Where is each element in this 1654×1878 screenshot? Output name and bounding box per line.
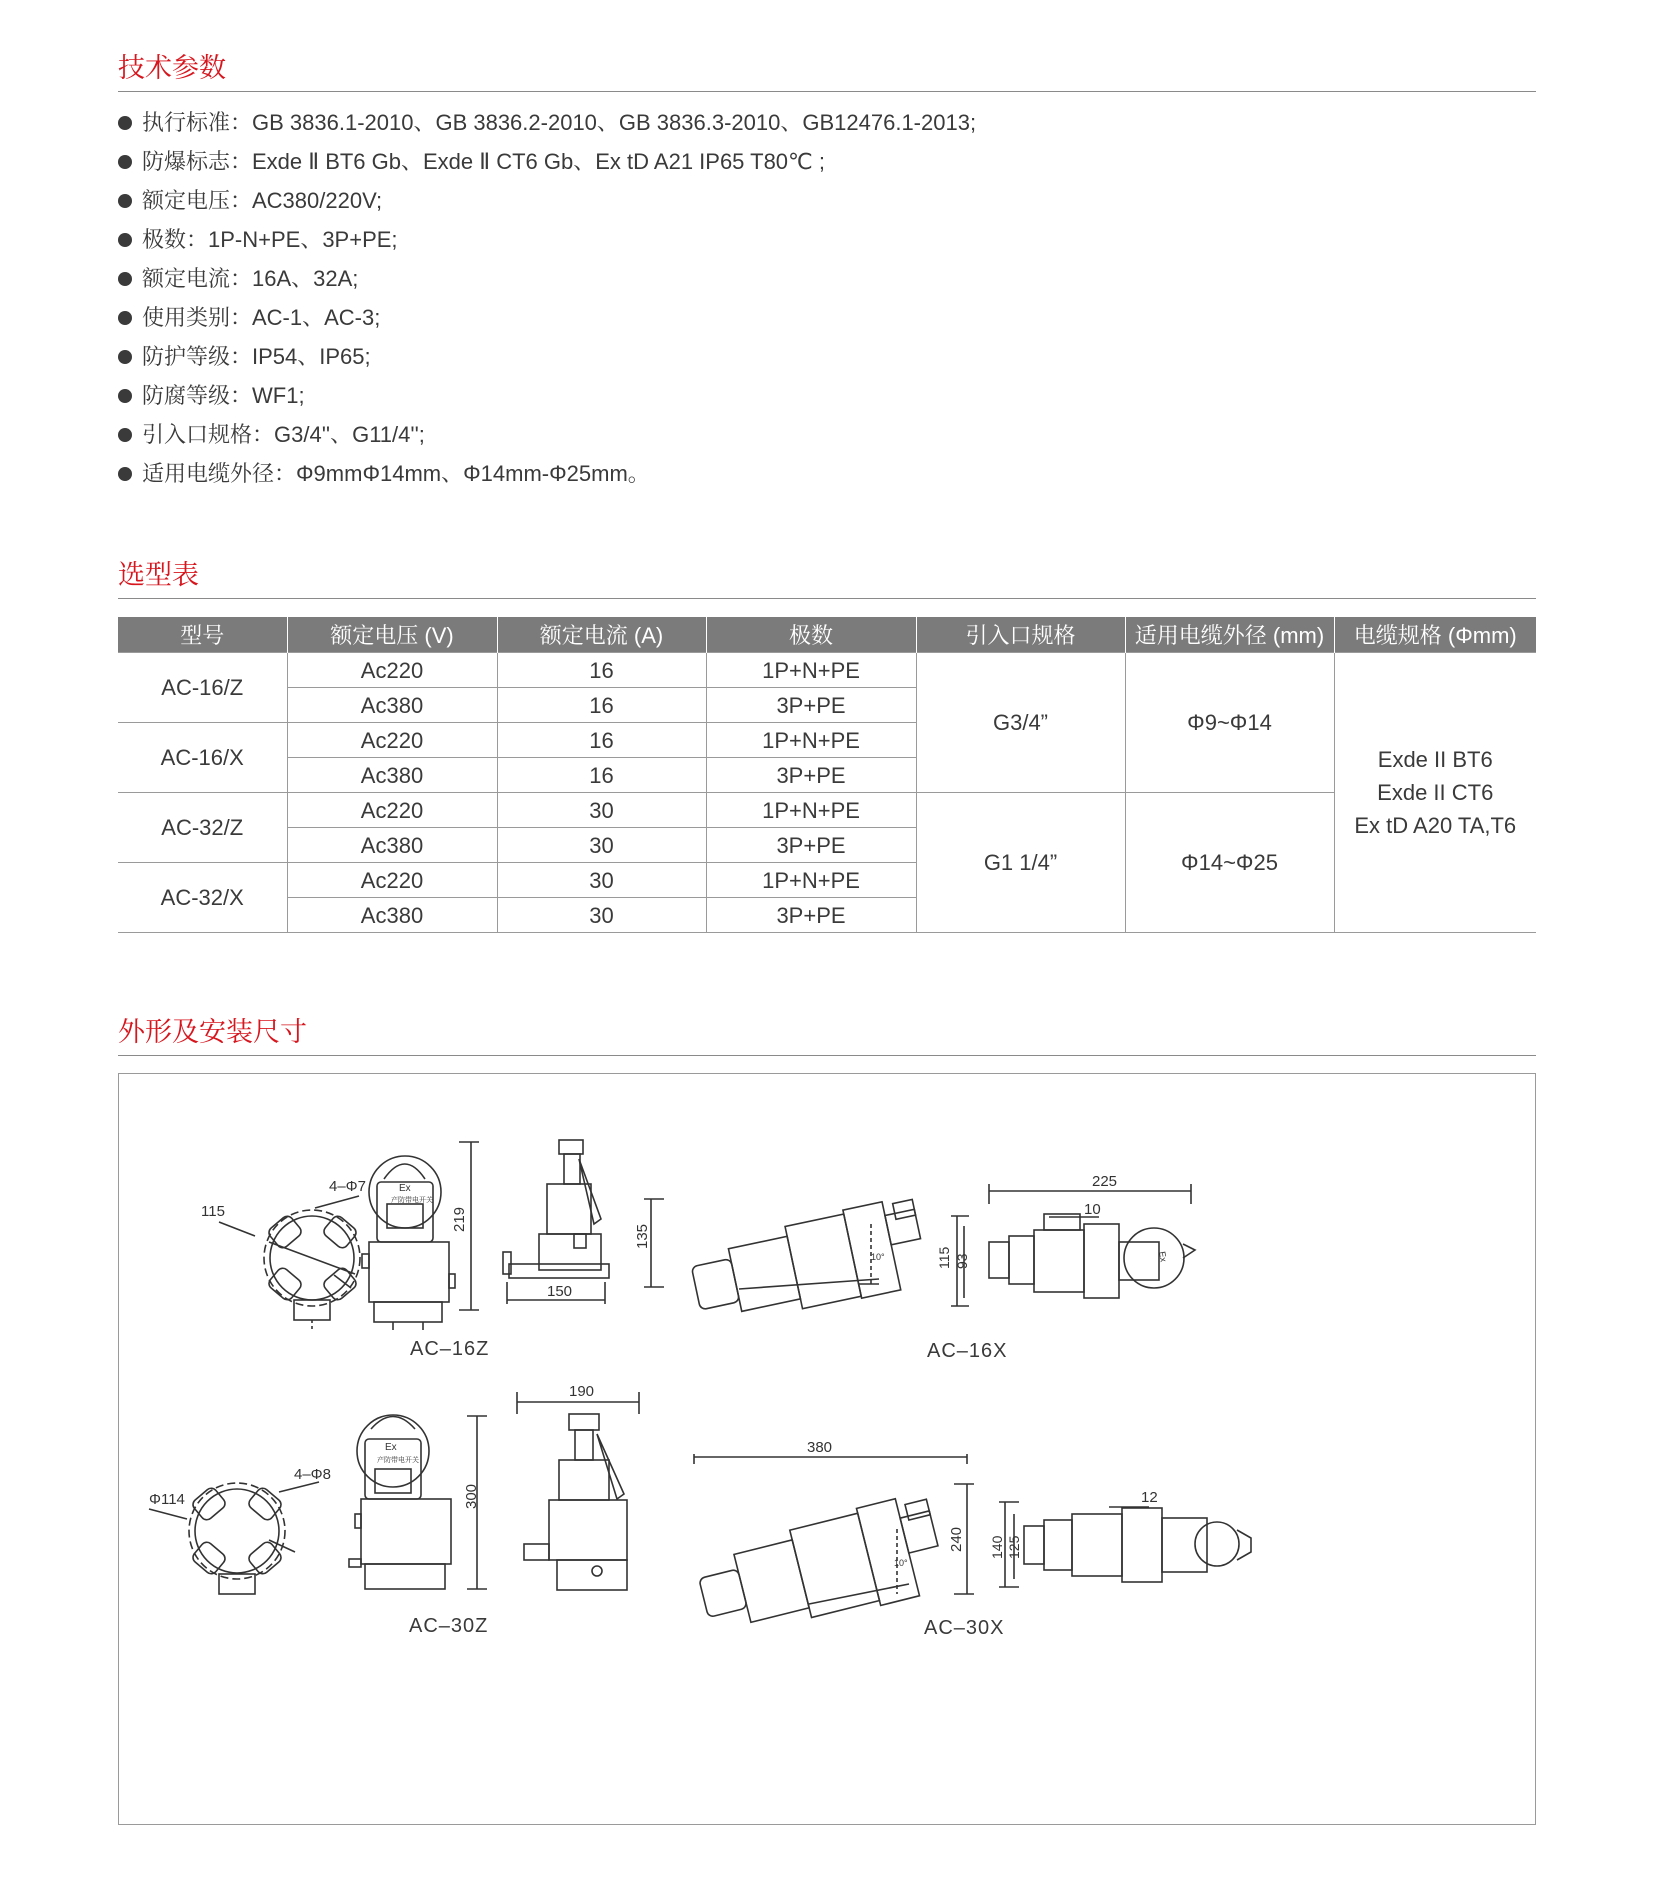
dim-label: 240 — [948, 1526, 965, 1552]
ac30z-side-view — [517, 1383, 639, 1590]
ac30z-front-view — [349, 1415, 487, 1589]
bullet-icon — [118, 467, 132, 481]
table-row — [118, 793, 1536, 828]
header-cable-od: 适用电缆外径 (mm) — [1125, 617, 1334, 653]
bullet-icon — [118, 155, 132, 169]
spec-item: 极数：1P-N+PE、3P+PE; — [118, 220, 976, 259]
model-label-ac16z: AC–16Z — [410, 1338, 490, 1360]
dim-label: 115 — [936, 1246, 952, 1269]
spec-item: 额定电流：16A、32A; — [118, 259, 976, 298]
cable-spec-line: Exde II BT6 — [1377, 747, 1493, 772]
tech-params-title: 技术参数 — [118, 46, 1536, 92]
voltage-cell: Ac220 — [287, 793, 497, 828]
voltage-cell: Ac380 — [287, 688, 497, 723]
header-inlet: 引入口规格 — [916, 617, 1125, 653]
ac30z-installed-view — [692, 1439, 974, 1647]
current-cell: 30 — [497, 898, 706, 933]
dim-label: 115 — [201, 1203, 225, 1220]
ac30z-flange-view — [149, 1466, 331, 1594]
header-voltage: 额定电压 (V) — [287, 617, 497, 653]
model-cell: AC-16/Z — [118, 653, 287, 723]
poles-cell: 1P+N+PE — [706, 723, 916, 758]
voltage-cell: Ac220 — [287, 863, 497, 898]
inlet-cell: G1 1/4” — [916, 793, 1125, 933]
current-cell: 16 — [497, 758, 706, 793]
voltage-cell: Ac380 — [287, 828, 497, 863]
dim-label: 10 — [1084, 1201, 1101, 1218]
nameplate-ex: Ex — [1157, 1250, 1169, 1263]
current-cell: 30 — [497, 828, 706, 863]
poles-cell: 1P+N+PE — [706, 653, 916, 688]
header-cable-spec: 电缆规格 (Φmm) — [1334, 617, 1536, 653]
voltage-cell: Ac220 — [287, 723, 497, 758]
nameplate-text: 产防带电开关 — [377, 1457, 419, 1464]
spec-item: 防护等级：IP54、IP65; — [118, 337, 976, 376]
ac16z-front-view — [362, 1142, 479, 1330]
dim-label: 190 — [569, 1383, 595, 1400]
dim-label: 125 — [1006, 1535, 1022, 1559]
model-cell: AC-32/Z — [118, 793, 287, 863]
header-current: 额定电流 (A) — [497, 617, 706, 653]
nameplate-ex: Ex — [385, 1442, 397, 1453]
spec-item: 执行标准：GB 3836.1-2010、GB 3836.2-2010、GB 3836.3-2010、GB12476.1-2013; — [118, 103, 976, 142]
spec-item: 使用类别：AC-1、AC-3; — [118, 298, 976, 337]
poles-cell: 3P+PE — [706, 828, 916, 863]
poles-cell: 3P+PE — [706, 758, 916, 793]
ac16x-top-view — [936, 1173, 1195, 1306]
model-label-ac30x: AC–30X — [924, 1617, 1005, 1639]
current-cell: 16 — [497, 688, 706, 723]
spec-item: 额定电压：AC380/220V; — [118, 181, 976, 220]
poles-cell: 3P+PE — [706, 898, 916, 933]
ac30x-top-view — [989, 1489, 1251, 1587]
voltage-cell: Ac380 — [287, 898, 497, 933]
bullet-icon — [118, 311, 132, 325]
angle-label: 10° — [894, 1558, 908, 1568]
current-cell: 16 — [497, 653, 706, 688]
spec-item: 防腐等级：WF1; — [118, 376, 976, 415]
spec-item: 防爆标志：Exde Ⅱ BT6 Gb、Exde Ⅱ CT6 Gb、Ex tD A21 IP65 T80℃ ; — [118, 142, 976, 181]
cable-spec-line: Ex tD A20 TA,T6 — [1354, 813, 1517, 838]
model-cell: AC-16/X — [118, 723, 287, 793]
technical-drawings — [119, 1074, 1535, 1824]
model-label-ac16x: AC–16X — [927, 1340, 1008, 1362]
cable-spec-line: Exde II CT6 — [1377, 780, 1494, 805]
model-label-ac30z: AC–30Z — [409, 1615, 489, 1637]
dim-label: 93 — [954, 1253, 970, 1269]
angle-label: 10° — [871, 1252, 885, 1262]
nameplate-text: 产防带电开关 — [391, 1197, 433, 1204]
dim-label: 300 — [463, 1483, 480, 1509]
bullet-icon — [118, 272, 132, 286]
voltage-cell: Ac220 — [287, 653, 497, 688]
dimensions-title: 外形及安装尺寸 — [118, 1010, 1536, 1056]
ac16z-installed-view — [634, 1196, 930, 1332]
table-header-row — [118, 617, 1536, 653]
spec-item: 引入口规格：G3/4''、G11/4''; — [118, 415, 976, 454]
poles-cell: 1P+N+PE — [706, 863, 916, 898]
model-cell: AC-32/X — [118, 863, 287, 933]
dim-label: 225 — [1092, 1173, 1118, 1190]
current-cell: 30 — [497, 793, 706, 828]
bullet-icon — [118, 116, 132, 130]
bullet-icon — [118, 233, 132, 247]
poles-cell: 1P+N+PE — [706, 793, 916, 828]
poles-cell: 3P+PE — [706, 688, 916, 723]
bullet-icon — [118, 428, 132, 442]
table-row — [118, 653, 1536, 688]
dim-label: Φ114 — [149, 1491, 185, 1508]
nameplate-ex: Ex — [399, 1183, 411, 1194]
inlet-cell: G3/4” — [916, 653, 1125, 793]
voltage-cell: Ac380 — [287, 758, 497, 793]
selection-table — [118, 617, 1536, 933]
cable-od-cell: Φ14~Φ25 — [1125, 793, 1334, 933]
dim-label: 219 — [451, 1206, 468, 1232]
cable-spec-cell — [1334, 653, 1536, 933]
header-poles: 极数 — [706, 617, 916, 653]
bullet-icon — [118, 194, 132, 208]
bullet-icon — [118, 350, 132, 364]
header-model: 型号 — [118, 617, 287, 653]
spec-item: 适用电缆外径：Φ9mmΦ14mm、Φ14mm-Φ25mm。 — [118, 454, 976, 493]
dim-label: 135 — [634, 1223, 651, 1249]
ac16z-flange-view — [201, 1178, 366, 1329]
bullet-icon — [118, 389, 132, 403]
selection-title: 选型表 — [118, 553, 1536, 599]
dim-label: 4–Φ7 — [329, 1178, 366, 1195]
spec-list — [118, 103, 976, 493]
dim-label: 4–Φ8 — [294, 1466, 331, 1483]
dim-label: 12 — [1141, 1489, 1158, 1506]
cable-od-cell: Φ9~Φ14 — [1125, 653, 1334, 793]
dim-label: 150 — [547, 1283, 573, 1300]
dim-label: 380 — [807, 1439, 833, 1456]
dimension-drawings-panel — [118, 1073, 1536, 1825]
current-cell: 16 — [497, 723, 706, 758]
dim-label: 140 — [989, 1535, 1005, 1559]
ac16z-side-view — [503, 1140, 609, 1304]
current-cell: 30 — [497, 863, 706, 898]
